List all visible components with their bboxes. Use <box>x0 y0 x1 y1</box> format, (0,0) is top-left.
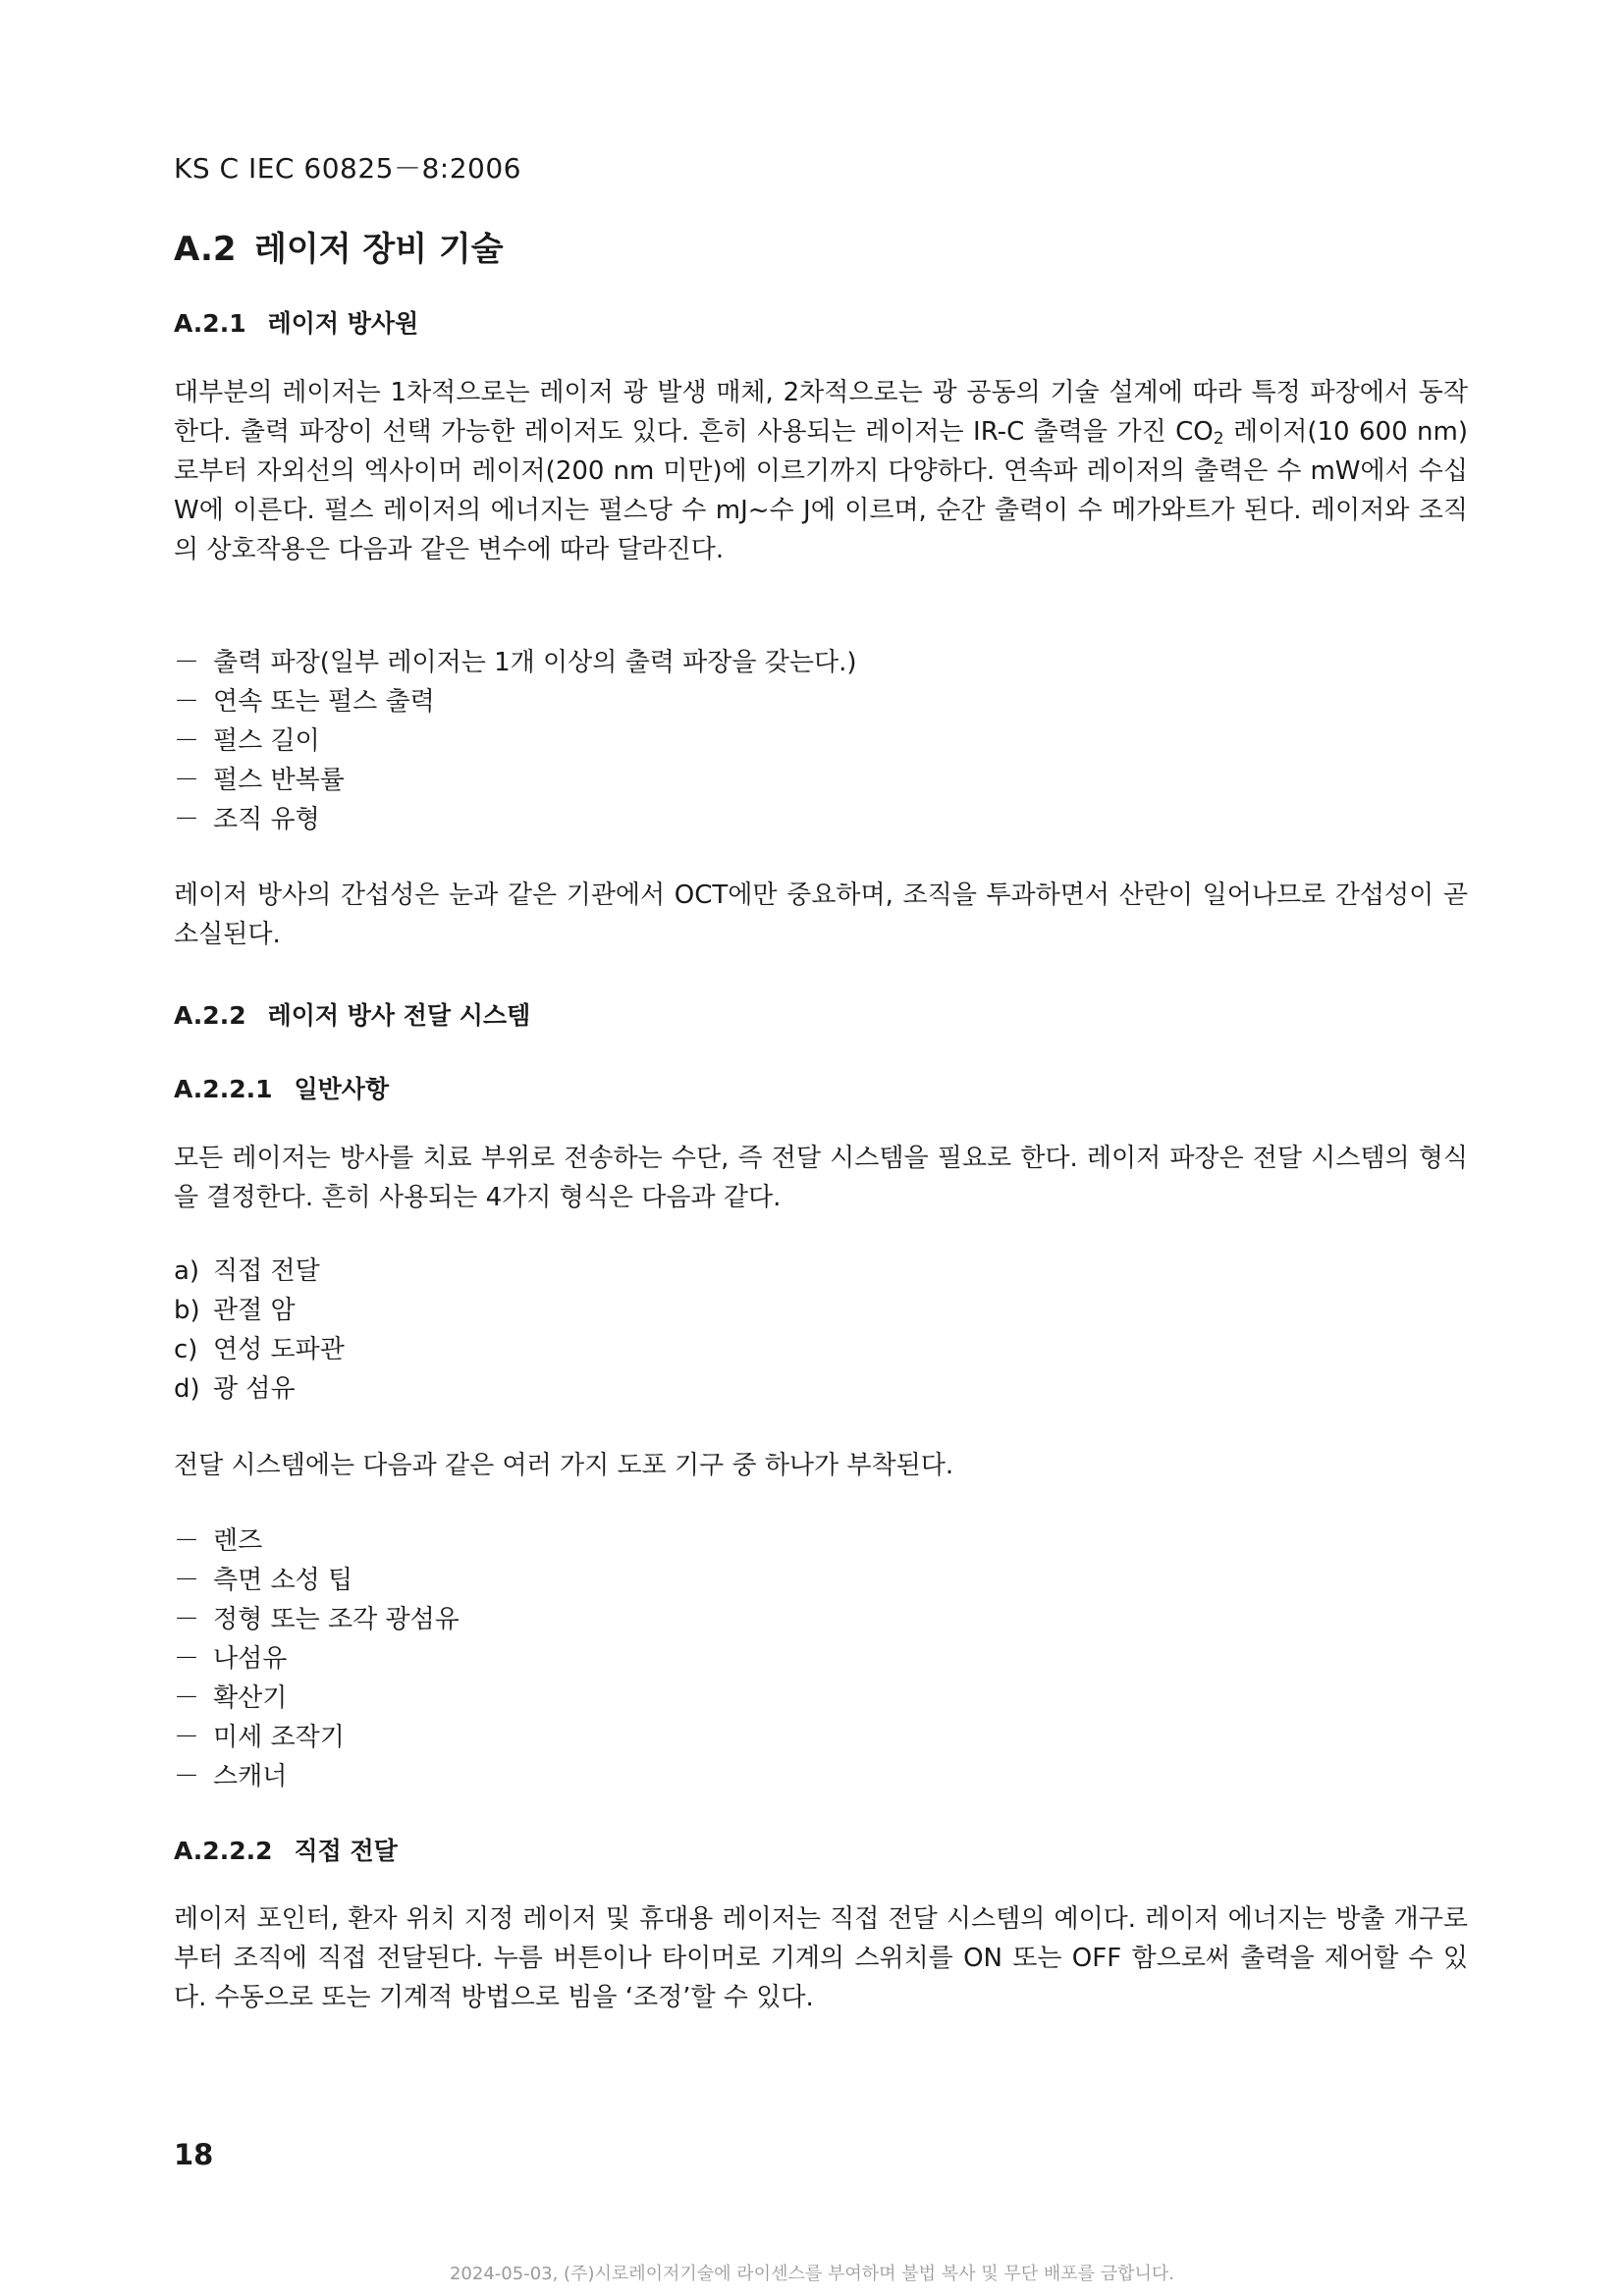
section-number: A.2.1 <box>174 309 246 338</box>
list-item: － 조직 유형 <box>174 800 857 839</box>
section-a2-heading <box>174 222 504 270</box>
list-item: － 연속 또는 펄스 출력 <box>174 682 857 721</box>
dash-marker: － <box>174 648 200 677</box>
dash-marker: － <box>174 1723 200 1752</box>
dash-marker: － <box>174 766 200 795</box>
list-item: － 출력 파장(일부 레이저는 1개 이상의 출력 파장을 갖는다.) <box>174 643 857 682</box>
list-item: － 펄스 길이 <box>174 721 857 761</box>
dash-marker: － <box>174 1644 200 1674</box>
alpha-list <box>174 1252 345 1409</box>
paragraph: 대부분의 레이저는 1차적으로는 레이저 광 발생 매체, 2차적으로는 광 공동의 기술 설계에 따라 특정 파장에서 동작한다. 출력 파장이 선택 가능한 레이저도 있다. 흔히 사용되는 레이저는 IR-C 출력을 가진 $CO_2$ 레이저(10 600 nm)로부터 자외선의 엑사이머 레이저(200 nm 미만)에 이르기까지 다양하다. 연속파 레이저의 출력은 수 mW에서 수십 W에 이른다. 펄스 레이저의 에너지는 펄스당 수 mJ~수 J에 이르며, 순간 출력이 수 메가와트가 된다. 레이저와 조직의 상호작용은 다음과 같은 변수에 따라 달라진다. <box>174 378 1468 564</box>
list-item: － 펄스 반복률 <box>174 761 857 800</box>
list-item: a) 직접 전달 <box>174 1256 320 1286</box>
section-a22-heading <box>174 996 530 1032</box>
list-item: － 나섬유 <box>174 1639 460 1679</box>
section-title: 레이저 방사원 <box>267 309 419 338</box>
list-item: － 스캐너 <box>174 1757 460 1796</box>
paragraph: 레이저 방사의 간섭성은 눈과 같은 기관에서 OCT에만 중요하며, 조직을 투과하면서 산란이 일어나므로 간섭성이 곧 소실된다. <box>174 881 1468 949</box>
section-number: A.2.2.2 <box>174 1837 273 1865</box>
list-item: － 정형 또는 조각 광섬유 <box>174 1600 460 1639</box>
dash-marker: － <box>174 1566 200 1595</box>
paragraph: 모든 레이저는 방사를 치료 부위로 전송하는 수단, 즉 전달 시스템을 필요로 한다. 레이저 파장은 전달 시스템의 형식을 결정한다. 흔히 사용되는 4가지 형식은 다음과 같다. <box>174 1144 1468 1212</box>
dash-marker: － <box>174 1762 200 1791</box>
list-item: d) 광 섬유 <box>174 1374 296 1404</box>
list-item: c) 연성 도파관 <box>174 1335 345 1364</box>
dash-marker: － <box>174 687 200 717</box>
paragraph: 전달 시스템에는 다음과 같은 여러 가지 도포 기구 중 하나가 부착된다. <box>174 1451 954 1480</box>
section-title: 직접 전달 <box>294 1837 398 1865</box>
section-a222-heading <box>174 1832 398 1867</box>
section-title: 레이저 방사 전달 시스템 <box>267 1001 531 1030</box>
dash-marker: － <box>174 805 200 834</box>
section-title: 일반사항 <box>294 1075 390 1103</box>
bullet-list <box>174 1522 460 1796</box>
section-a21-heading <box>174 304 418 340</box>
list-item: － 렌즈 <box>174 1522 460 1561</box>
paragraph: 레이저 포인터, 환자 위치 지정 레이저 및 휴대용 레이저는 직접 전달 시스템의 예이다. 레이저 에너지는 방출 개구로부터 조직에 직접 전달된다. 누름 버튼이나 타이머로 기계의 스위치를 ON 또는 OFF 함으로써 출력을 제어할 수 있다. 수동으로 또는 기계적 방법으로 빔을 ‘조정’할 수 있다. <box>174 1904 1468 2012</box>
dash-marker: － <box>174 1605 200 1634</box>
page-number: 18 <box>174 2138 214 2171</box>
subscript: 2 <box>1213 429 1224 449</box>
section-a221-heading <box>174 1070 389 1105</box>
license-footer: 2024-05-03, (주)시로레이저기술에 라이센스를 부여하며 불법 복사 및 무단 배포를 금합니다. <box>449 2264 1174 2284</box>
list-item: － 미세 조작기 <box>174 1718 460 1757</box>
section-number: A.2.2.1 <box>174 1075 273 1103</box>
document-page <box>174 0 1468 2296</box>
bullet-list <box>174 643 857 839</box>
dash-marker: － <box>174 1683 200 1713</box>
list-item: － 측면 소성 팁 <box>174 1561 460 1600</box>
section-number: A.2 <box>174 230 237 269</box>
dash-marker: － <box>174 1526 200 1556</box>
list-item: － 확산기 <box>174 1679 460 1718</box>
dash-marker: － <box>174 726 200 756</box>
section-number: A.2.2 <box>174 1001 246 1030</box>
list-item: b) 관절 암 <box>174 1296 296 1325</box>
section-title: 레이저 장비 기술 <box>254 230 504 269</box>
document-id: KS C IEC 60825－8:2006 <box>174 152 521 185</box>
